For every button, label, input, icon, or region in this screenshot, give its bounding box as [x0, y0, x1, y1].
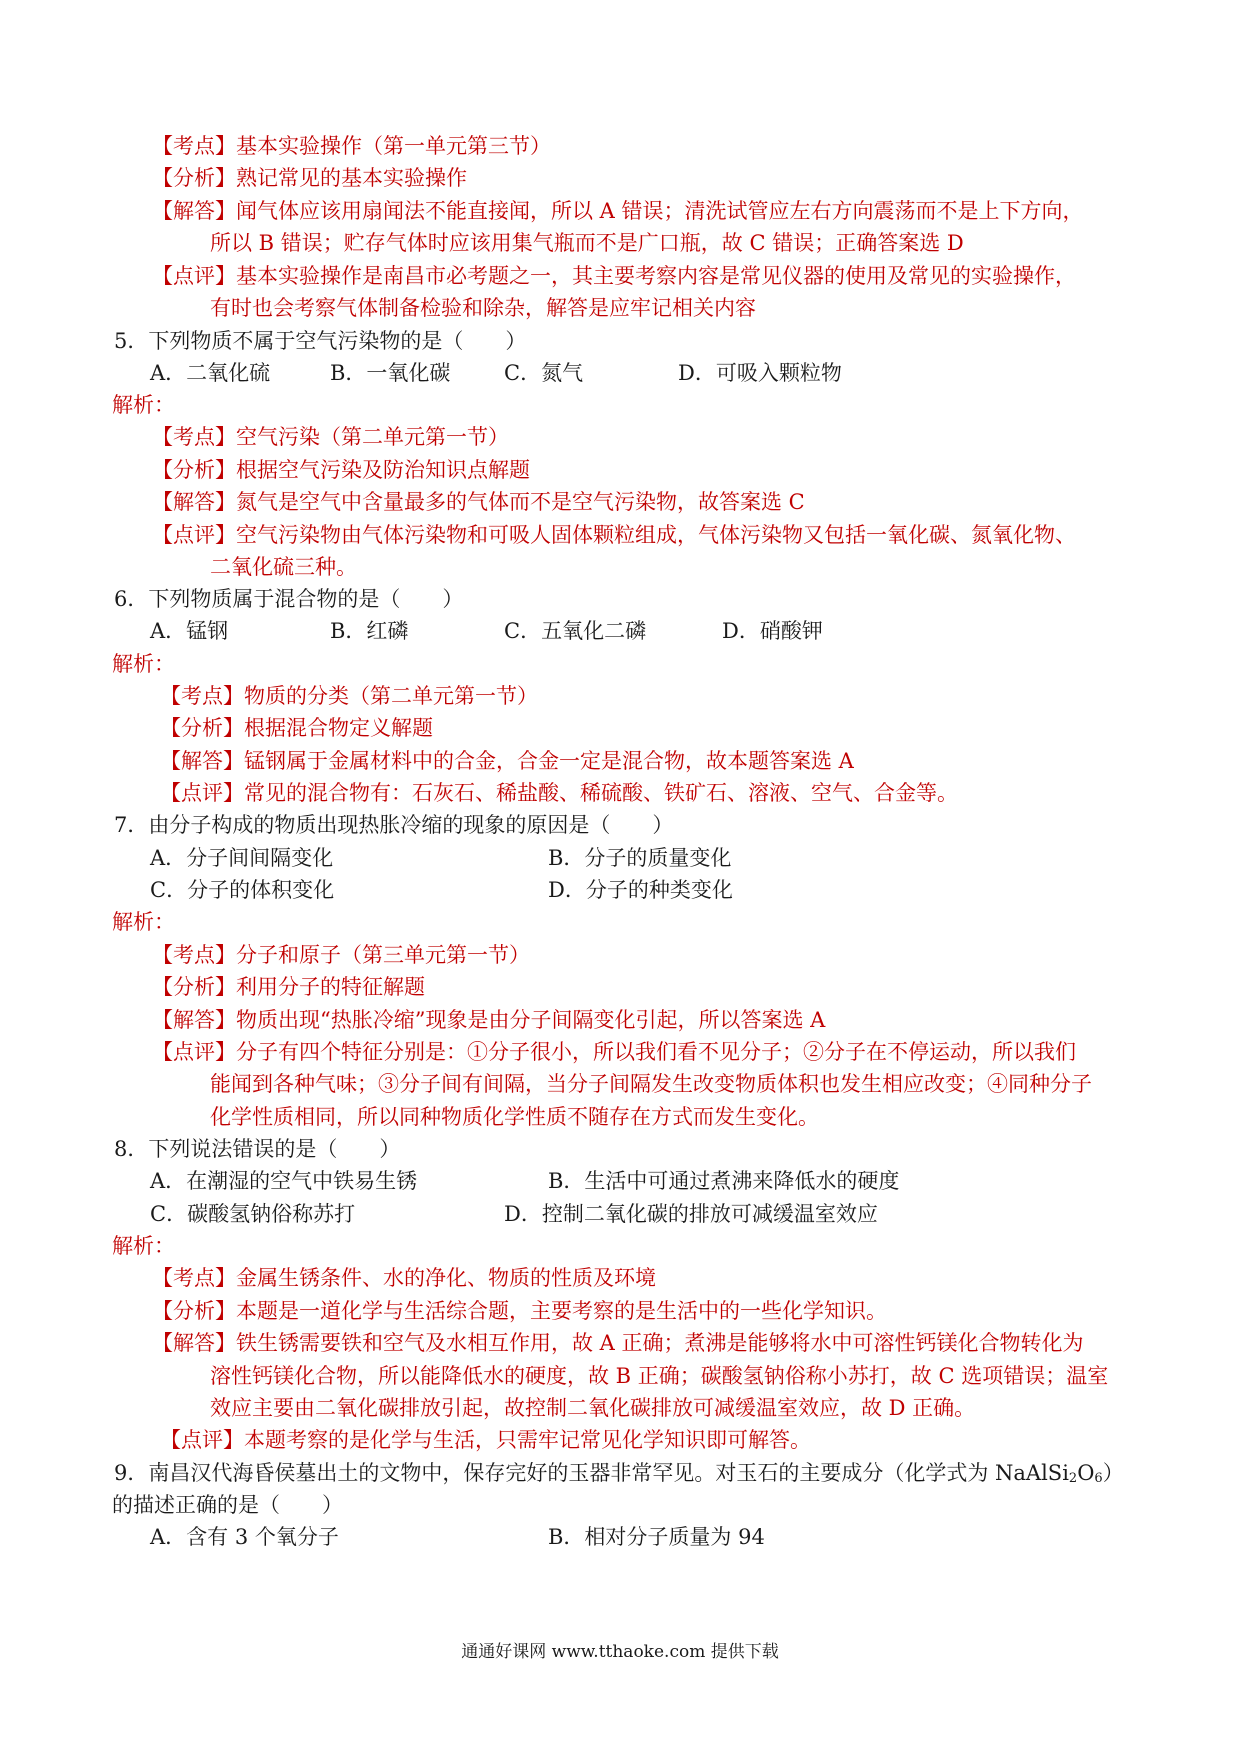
q9-formula-sub-si: 2 [1068, 1471, 1078, 1486]
q8-jiexi-label: 解析： [112, 1234, 175, 1258]
q5-dianping-line2: 二氧化硫三种。 [210, 555, 357, 579]
q8-option-a: A．在潮湿的空气中铁易生锈 [150, 1169, 418, 1193]
q6-option-b: B．红磷 [330, 619, 409, 643]
q6-kaodian: 【考点】物质的分类（第二单元第一节） [160, 684, 538, 708]
q7-dianping-line1: 【点评】分子有四个特征分别是：①分子很小，所以我们看不见分子；②分子在不停运动，所以我们 [152, 1040, 1076, 1064]
q7-option-a: A．分子间间隔变化 [150, 846, 334, 870]
q6-dianping: 【点评】常见的混合物有：石灰石、稀盐酸、稀硫酸、铁矿石、溶液、空气、合金等。 [160, 781, 958, 805]
q9-question-text: 9．南昌汉代海昏侯墓出土的文物中，保存完好的玉器非常罕见。对玉石的主要成分（化学式为 NaAlSi [114, 1461, 1069, 1485]
q5-option-a: A．二氧化硫 [150, 361, 271, 385]
q9-question-close: ） [1102, 1461, 1124, 1485]
q4-kaodian: 【考点】基本实验操作（第一单元第三节） [152, 134, 551, 158]
q7-question: 7．由分子构成的物质出现热胀冷缩的现象的原因是（ ） [114, 813, 674, 837]
q9-option-a: A．含有 3 个氧分子 [150, 1525, 339, 1549]
q8-jieda-line3: 效应主要由二氧化碳排放引起，故控制二氧化碳排放可减缓温室效应，故 D 正确。 [210, 1396, 976, 1420]
q8-fenxi: 【分析】本题是一道化学与生活综合题，主要考察的是生活中的一些化学知识。 [152, 1299, 887, 1323]
q5-jieda: 【解答】氮气是空气中含量最多的气体而不是空气污染物，故答案选 C [152, 490, 805, 514]
q7-option-d: D．分子的种类变化 [548, 878, 733, 902]
q5-fenxi: 【分析】根据空气污染及防治知识点解题 [152, 458, 530, 482]
q6-option-c: C．五氧化二磷 [504, 619, 647, 643]
q4-dianping-line1: 【点评】基本实验操作是南昌市必考题之一，其主要考察内容是常见仪器的使用及常见的实验操作， [152, 264, 1076, 288]
q8-dianping: 【点评】本题考察的是化学与生活，只需牢记常见化学知识即可解答。 [160, 1428, 811, 1452]
q7-dianping-line2: 能闻到各种气味；③分子间有间隔，当分子间隔发生改变物质体积也发生相应改变；④同种分子 [210, 1072, 1092, 1096]
q6-fenxi: 【分析】根据混合物定义解题 [160, 716, 433, 740]
q4-dianping-line2: 有时也会考察气体制备检验和除杂，解答是应牢记相关内容 [210, 296, 756, 320]
q8-kaodian: 【考点】金属生锈条件、水的净化、物质的性质及环境 [152, 1266, 656, 1290]
q7-dianping-line3: 化学性质相同，所以同种物质化学性质不随存在方式而发生变化。 [210, 1105, 819, 1129]
q5-dianping-line1: 【点评】空气污染物由气体污染物和可吸人固体颗粒组成，气体污染物又包括一氧化碳、氮氧化物、 [152, 523, 1076, 547]
q7-kaodian: 【考点】分子和原子（第三单元第一节） [152, 943, 530, 967]
q8-jieda-line2: 溶性钙镁化合物，所以能降低水的硬度，故 B 正确；碳酸氢钠俗称小苏打，故 C 选项错误；温室 [210, 1364, 1109, 1388]
q7-option-b: B．分子的质量变化 [548, 846, 732, 870]
q7-jieda: 【解答】物质出现“热胀冷缩”现象是由分子间隔变化引起，所以答案选 A [152, 1008, 826, 1032]
q7-option-c: C．分子的体积变化 [150, 878, 335, 902]
q6-jieda: 【解答】锰钢属于金属材料中的合金，合金一定是混合物，故本题答案选 A [160, 749, 854, 773]
q8-option-b: B．生活中可通过煮沸来降低水的硬度 [548, 1169, 900, 1193]
q9-question-line2: 的描述正确的是（ ） [112, 1493, 343, 1517]
page-footer: 通通好课网 www.tthaoke.com 提供下载 [461, 1642, 779, 1662]
q5-kaodian: 【考点】空气污染（第二单元第一节） [152, 425, 509, 449]
q4-jieda-line2: 所以 B 错误；贮存气体时应该用集气瓶而不是广口瓶，故 C 错误；正确答案选 D [210, 231, 964, 255]
q6-option-a: A．锰钢 [150, 619, 229, 643]
q8-question: 8．下列说法错误的是（ ） [114, 1137, 401, 1161]
q4-fenxi: 【分析】熟记常见的基本实验操作 [152, 166, 467, 190]
q7-fenxi: 【分析】利用分子的特征解题 [152, 975, 425, 999]
q4-jieda-line1: 【解答】闻气体应该用扇闻法不能直接闻，所以 A 错误；清洗试管应左右方向震荡而不是上下方向， [152, 199, 1084, 223]
q9-formula-sub-o: 6 [1094, 1471, 1103, 1486]
q6-option-d: D．硝酸钾 [722, 619, 823, 643]
q5-option-b: B．一氧化碳 [330, 361, 451, 385]
q6-question: 6．下列物质属于混合物的是（ ） [114, 587, 464, 611]
q7-jiexi-label: 解析： [112, 910, 175, 934]
q5-option-c: C．氮气 [504, 361, 584, 385]
q5-jiexi-label: 解析： [112, 393, 175, 417]
q5-option-d: D．可吸入颗粒物 [678, 361, 842, 385]
q6-jiexi-label: 解析： [112, 652, 175, 676]
q9-option-b: B．相对分子质量为 94 [548, 1525, 765, 1549]
q8-jieda-line1: 【解答】铁生锈需要铁和空气及水相互作用，故 A 正确；煮沸是能够将水中可溶性钙镁化合物转化为 [152, 1331, 1084, 1355]
q8-option-c: C．碳酸氢钠俗称苏打 [150, 1202, 356, 1226]
q5-question: 5．下列物质不属于空气污染物的是（ ） [114, 329, 527, 353]
q8-option-d: D．控制二氧化碳的排放可减缓温室效应 [504, 1202, 878, 1226]
q9-formula-o: O [1077, 1461, 1095, 1485]
